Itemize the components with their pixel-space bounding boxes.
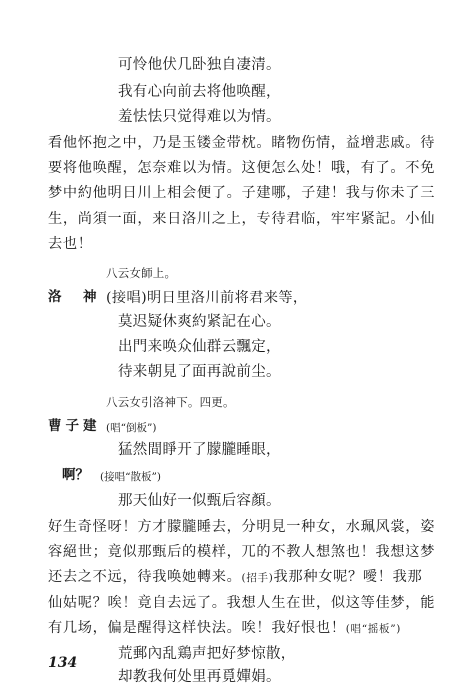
- singing-note: (唱“倒板”): [106, 422, 157, 434]
- speaker-luoshen: 洛 神: [48, 289, 101, 305]
- sung-line: (接唱)明日里洛川前将君来等，: [106, 290, 308, 306]
- prose-line: 仙姑呢？唉！竟自去远了。我想人生在世，似这等佳梦，能: [48, 595, 436, 611]
- verse-line: 却教我何处里再覓嬋娟。: [118, 669, 281, 685]
- prose-line: 去也！: [48, 236, 93, 252]
- prose-line: 看他怀抱之中，乃是玉镂金带枕。睹物伤情，益增悲戚。待: [48, 135, 436, 151]
- verse-line: 羞怯怯只觉得难以为情。: [118, 109, 281, 125]
- verse-line: 荒郵內乱鶏声把好梦惊散，: [118, 646, 296, 662]
- prose-line: 要将他唤醒，怎奈难以为情。这便怎么处！哦，有了。不免: [48, 160, 436, 176]
- prose-line: 好生奇怪呀！方才朦朧睡去，分明見一种女，水珮风裳，姿: [48, 519, 436, 535]
- page-number: 134: [48, 655, 78, 671]
- stage-direction: 八云女引洛神下。四更。: [106, 395, 235, 409]
- singing-note: (唱“摇板”): [345, 623, 402, 635]
- speaker-caozijian: 曹子建: [48, 418, 101, 434]
- prose-text: 还去之不远，待我唤她轉来。: [48, 569, 242, 585]
- verse-line: 猛然間睜开了朦朧睡眼，: [118, 442, 281, 458]
- exclamation: 啊？: [62, 467, 89, 483]
- prose-line: [48, 619, 401, 638]
- prose-line: 生，尚須一面，来日洛川之上，专待君临，牢牢紧記。小仙: [48, 211, 436, 227]
- verse-line: 那天仙好一似甄后容顏。: [118, 493, 281, 509]
- verse-line: 莫迟疑休爽約紧記在心。: [118, 314, 281, 330]
- action-note: (招手): [241, 572, 274, 584]
- verse-line: 可怜他伏几卧独自凄清。: [118, 57, 281, 73]
- prose-text: 有几场，偏是醒得这样快法。唉！我好恨也！: [48, 620, 346, 636]
- prose-line: 容絕世；竟似那甄后的模样，兀的不教人想煞也！我想这梦: [48, 544, 436, 560]
- singing-note: (接唱“散板”): [100, 471, 161, 483]
- verse-line: 我有心向前去将他唤醒，: [118, 84, 281, 100]
- stage-direction: 八云女師上。: [106, 266, 177, 280]
- prose-line: [48, 568, 422, 587]
- prose-line: 梦中約他明日川上相会便了。子建哪，子建！我与你未了三: [48, 185, 436, 201]
- verse-line: 待来朝見了面再說前尘。: [118, 364, 281, 380]
- prose-text: 我那种女呢？噯！我那: [273, 569, 423, 585]
- verse-line: 出門来唤众仙群云飄定，: [118, 339, 281, 355]
